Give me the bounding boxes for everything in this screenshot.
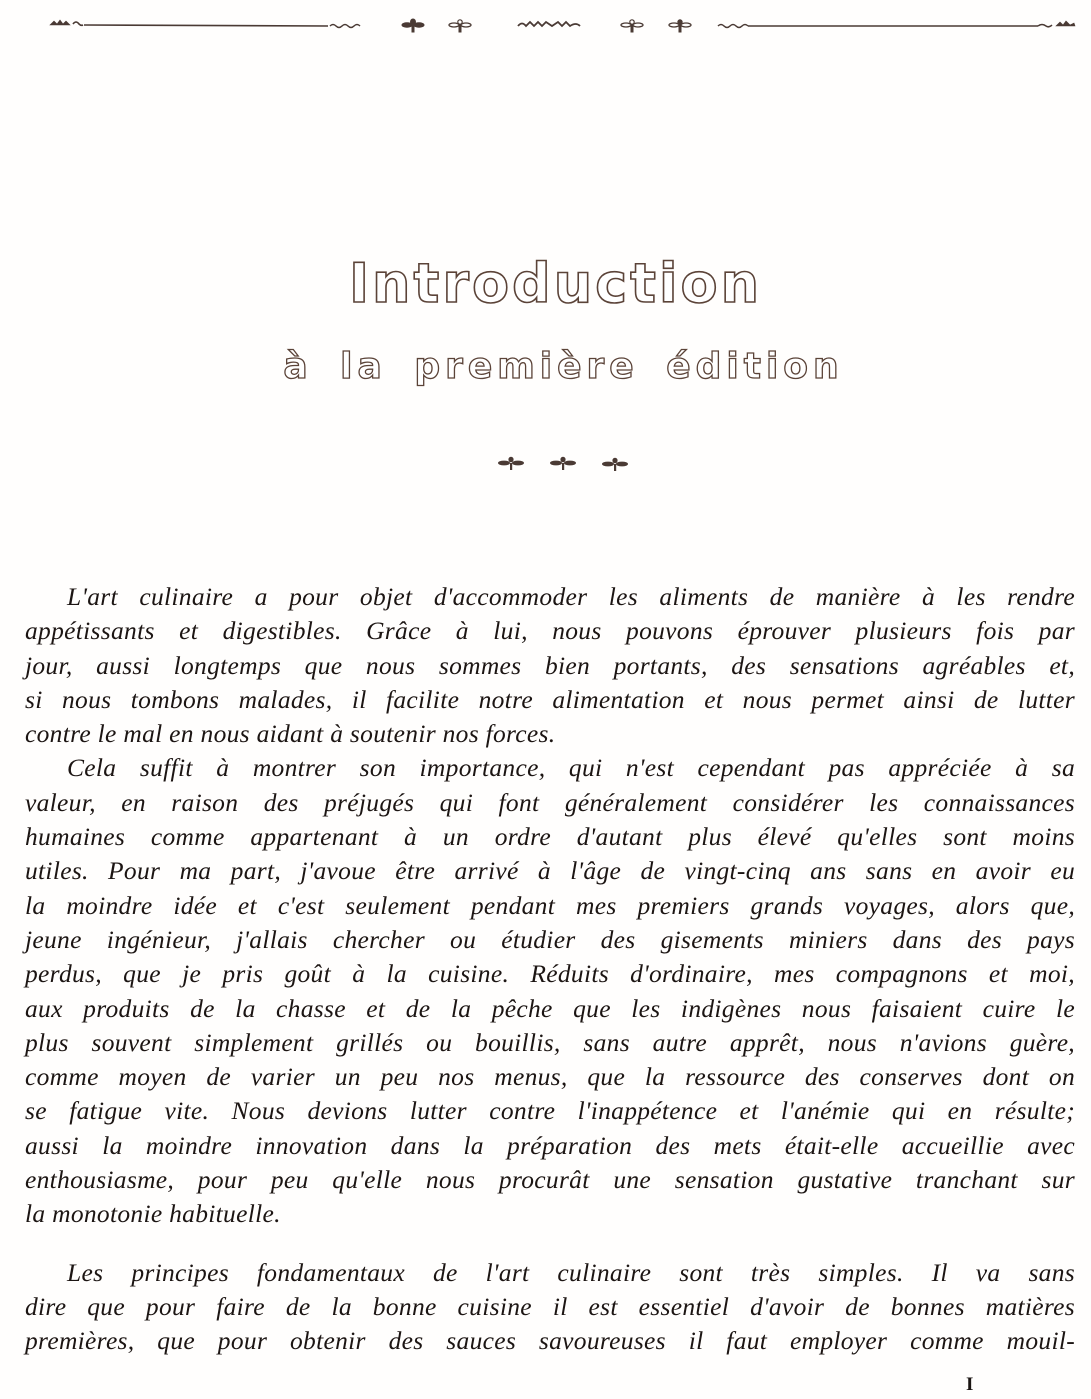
paragraph-2 [25, 751, 1075, 1231]
text-line: aux produits de la chasse et de la pêche que les indigènes nous faisaient cuire le [25, 993, 1075, 1023]
text-line: se fatigue vite. Nous devions lutter contre l'inappétence et l'anémie qui en résulte; [25, 1096, 1075, 1126]
top-ornamental-border [48, 14, 1076, 34]
body-text [25, 580, 1075, 1359]
text-line: Cela suffit à montrer son importance, qui n'est cependant pas appréciée à sa [67, 753, 1075, 783]
text-line: appétissants et digestibles. Grâce à lui, nous pouvons éprouver plusieurs fois par [25, 616, 1075, 646]
text-line: Les principes fondamentaux de l'art culinaire sont très simples. Il va sans [67, 1257, 1075, 1287]
text-line: utiles. Pour ma part, j'avoue être arrivé à l'âge de vingt-cinq ans sans en avoir eu [25, 856, 1075, 886]
text-line: contre le mal en nous aidant à soutenir nos forces. [25, 719, 556, 749]
text-line: la moindre idée et c'est seulement pendant mes premiers grands voyages, alors que, [25, 890, 1075, 920]
text-line: comme moyen de varier un peu nos menus, que la ressource des conserves dont on [25, 1062, 1075, 1092]
paragraph-3 [25, 1256, 1075, 1359]
text-line: jeune ingénieur, j'allais chercher ou étudier des gisements miniers dans des pays [25, 924, 1075, 954]
paragraph-1 [25, 580, 1075, 751]
text-line: la monotonie habituelle. [25, 1199, 281, 1229]
text-line: perdus, que je pris goût à la cuisine. Réduits d'ordinaire, mes compagnons et moi, [25, 959, 1075, 989]
paragraph-spacer [25, 1232, 1075, 1256]
text-line: jour, aussi longtemps que nous sommes bien portants, des sensations agréables et, [25, 650, 1075, 680]
text-line: L'art culinaire a pour objet d'accommoder les aliments de manière à les rendre [67, 582, 1075, 611]
page-title: Introduction [348, 252, 763, 315]
text-line: dire que pour faire de la bonne cuisine il est essentiel d'avoir de bonnes matières [25, 1291, 1075, 1321]
text-line: aussi la moindre innovation dans la préparation des mets était-elle accueillie avec [25, 1130, 1075, 1160]
fleuron-icon [493, 452, 633, 474]
page-number: I [966, 1374, 974, 1395]
page-subtitle: à la première édition [283, 346, 844, 387]
text-line: humaines comme appartenant à un ordre d'autant plus élevé qu'elles sont moins [25, 822, 1075, 852]
title-separator-ornament [493, 452, 633, 474]
text-line: plus souvent simplement grillés ou bouillis, sans autre apprêt, nous n'avions guère, [25, 1027, 1075, 1057]
text-line: enthousiasme, pour peu qu'elle nous procurât une sensation gustative tranchant sur [25, 1165, 1075, 1195]
text-line: valeur, en raison des préjugés qui font généralement considérer les connaissances [25, 787, 1075, 817]
text-line: si nous tombons malades, il facilite notre alimentation et nous permet ainsi de lutter [25, 684, 1075, 714]
ornament-rule-icon [48, 14, 1076, 34]
text-line: premières, que pour obtenir des sauces savoureuses il faut employer comme mouil- [25, 1326, 1075, 1356]
